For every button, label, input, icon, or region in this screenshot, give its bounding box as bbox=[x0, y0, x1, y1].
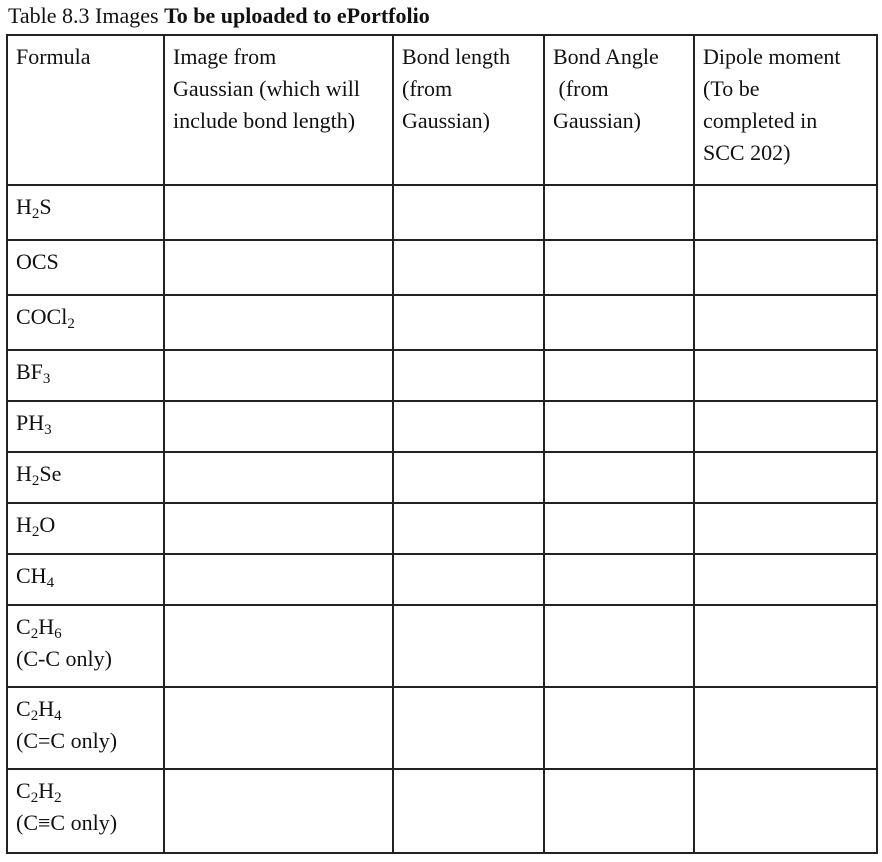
formula-text: (C-C only) bbox=[16, 646, 112, 671]
empty-cell-bond-length[interactable] bbox=[393, 350, 544, 401]
empty-cell-image-from-gaussian[interactable] bbox=[164, 769, 393, 853]
formula-line bbox=[16, 301, 155, 333]
table-row bbox=[7, 401, 877, 452]
formula-cell bbox=[7, 554, 164, 605]
header-line: Dipole moment bbox=[703, 44, 841, 69]
formula-subscript: 2 bbox=[30, 626, 39, 642]
formula-line bbox=[16, 807, 155, 839]
table-caption bbox=[8, 2, 430, 32]
empty-cell-bond-length[interactable] bbox=[393, 554, 544, 605]
formula-line bbox=[16, 725, 155, 757]
empty-cell-bond-length[interactable] bbox=[393, 185, 544, 240]
header-line: (from bbox=[402, 76, 453, 101]
caption-bold: To be uploaded to ePortfolio bbox=[164, 3, 430, 28]
empty-cell-bond-angle[interactable] bbox=[544, 554, 694, 605]
empty-cell-image-from-gaussian[interactable] bbox=[164, 401, 393, 452]
formula-line bbox=[16, 356, 155, 388]
formula-line bbox=[16, 407, 155, 439]
empty-cell-image-from-gaussian[interactable] bbox=[164, 452, 393, 503]
empty-cell-bond-length[interactable] bbox=[393, 452, 544, 503]
formula-subscript: 2 bbox=[31, 524, 40, 540]
empty-cell-bond-angle[interactable] bbox=[544, 687, 694, 769]
empty-cell-bond-angle[interactable] bbox=[544, 295, 694, 350]
empty-cell-dipole-moment[interactable] bbox=[694, 605, 877, 687]
table-row bbox=[7, 605, 877, 687]
header-line: Formula bbox=[16, 44, 91, 69]
empty-cell-bond-angle[interactable] bbox=[544, 350, 694, 401]
empty-cell-bond-length[interactable] bbox=[393, 401, 544, 452]
formula-subscript: 2 bbox=[54, 790, 62, 806]
formula-subscript: 2 bbox=[30, 708, 39, 724]
formula-cell bbox=[7, 452, 164, 503]
table-row bbox=[7, 350, 877, 401]
formula-text: H bbox=[38, 778, 55, 803]
formula-line bbox=[16, 560, 155, 592]
header-line: completed in bbox=[703, 108, 818, 133]
empty-cell-dipole-moment[interactable] bbox=[694, 554, 877, 605]
empty-cell-image-from-gaussian[interactable] bbox=[164, 605, 393, 687]
empty-cell-bond-length[interactable] bbox=[393, 503, 544, 554]
formula-line bbox=[16, 191, 155, 223]
formula-line bbox=[16, 509, 155, 541]
empty-cell-bond-length[interactable] bbox=[393, 769, 544, 853]
table-row bbox=[7, 240, 877, 295]
empty-cell-dipole-moment[interactable] bbox=[694, 452, 877, 503]
table-row bbox=[7, 295, 877, 350]
formula-line bbox=[16, 458, 155, 490]
empty-cell-bond-length[interactable] bbox=[393, 605, 544, 687]
formula-subscript: 2 bbox=[31, 473, 40, 489]
empty-cell-dipole-moment[interactable] bbox=[694, 503, 877, 554]
empty-cell-bond-angle[interactable] bbox=[544, 503, 694, 554]
empty-cell-image-from-gaussian[interactable] bbox=[164, 687, 393, 769]
formula-subscript: 2 bbox=[67, 316, 75, 332]
formula-line bbox=[16, 246, 155, 278]
formula-cell bbox=[7, 401, 164, 452]
header-line: SCC 202) bbox=[703, 140, 791, 165]
empty-cell-bond-angle[interactable] bbox=[544, 452, 694, 503]
formula-line bbox=[16, 693, 155, 725]
formula-cell bbox=[7, 350, 164, 401]
empty-cell-bond-angle[interactable] bbox=[544, 605, 694, 687]
formula-cell bbox=[7, 240, 164, 295]
header-line: (from bbox=[553, 76, 609, 101]
header-line: Gaussian (which will bbox=[173, 76, 360, 101]
formula-subscript: 4 bbox=[46, 575, 55, 591]
formula-line bbox=[16, 775, 155, 807]
formula-text: (C≡C only) bbox=[16, 810, 118, 835]
formula-text: H bbox=[16, 461, 32, 486]
formula-subscript: 3 bbox=[44, 422, 52, 438]
formula-text: BF bbox=[16, 359, 43, 384]
formula-text: OCS bbox=[16, 249, 59, 274]
empty-cell-bond-length[interactable] bbox=[393, 687, 544, 769]
empty-cell-image-from-gaussian[interactable] bbox=[164, 295, 393, 350]
formula-cell bbox=[7, 503, 164, 554]
formula-text: S bbox=[39, 194, 52, 219]
formula-subscript: 2 bbox=[30, 790, 39, 806]
header-line: include bond length) bbox=[173, 108, 356, 133]
formula-subscript: 2 bbox=[31, 206, 40, 222]
empty-cell-image-from-gaussian[interactable] bbox=[164, 503, 393, 554]
formula-cell bbox=[7, 295, 164, 350]
empty-cell-bond-angle[interactable] bbox=[544, 240, 694, 295]
formula-cell bbox=[7, 769, 164, 853]
formula-text: COCl bbox=[16, 304, 68, 329]
empty-cell-dipole-moment[interactable] bbox=[694, 769, 877, 853]
header-line: Bond Angle bbox=[553, 44, 659, 69]
empty-cell-bond-angle[interactable] bbox=[544, 769, 694, 853]
formula-text: H bbox=[38, 696, 55, 721]
empty-cell-dipole-moment[interactable] bbox=[694, 240, 877, 295]
formula-text: H bbox=[16, 194, 32, 219]
header-dipole-moment bbox=[694, 35, 877, 185]
formula-text: (C=C only) bbox=[16, 728, 118, 753]
formula-cell bbox=[7, 605, 164, 687]
header-bond-length bbox=[393, 35, 544, 185]
header-line: (To be bbox=[703, 76, 760, 101]
formula-text: H bbox=[16, 512, 32, 537]
table-row bbox=[7, 554, 877, 605]
caption-prefix: Table 8.3 Images bbox=[8, 3, 165, 28]
empty-cell-dipole-moment[interactable] bbox=[694, 185, 877, 240]
empty-cell-dipole-moment[interactable] bbox=[694, 350, 877, 401]
header-line: Image from bbox=[173, 44, 277, 69]
formula-subscript: 3 bbox=[42, 371, 51, 387]
header-bond-angle bbox=[544, 35, 694, 185]
formula-subscript: 6 bbox=[54, 626, 62, 642]
header-row bbox=[7, 35, 877, 185]
header-image-from-gaussian bbox=[164, 35, 393, 185]
formula-text: C bbox=[16, 778, 31, 803]
table-row bbox=[7, 687, 877, 769]
table-row bbox=[7, 769, 877, 853]
empty-cell-bond-length[interactable] bbox=[393, 240, 544, 295]
empty-cell-image-from-gaussian[interactable] bbox=[164, 554, 393, 605]
header-formula bbox=[7, 35, 164, 185]
empty-cell-bond-angle[interactable] bbox=[544, 401, 694, 452]
empty-cell-bond-angle[interactable] bbox=[544, 185, 694, 240]
empty-cell-dipole-moment[interactable] bbox=[694, 295, 877, 350]
empty-cell-dipole-moment[interactable] bbox=[694, 401, 877, 452]
header-line: Gaussian) bbox=[402, 108, 490, 133]
formula-text: PH bbox=[16, 410, 45, 435]
empty-cell-dipole-moment[interactable] bbox=[694, 687, 877, 769]
formula-cell bbox=[7, 185, 164, 240]
formula-text: C bbox=[16, 696, 31, 721]
formula-line bbox=[16, 611, 155, 643]
empty-cell-image-from-gaussian[interactable] bbox=[164, 350, 393, 401]
formula-text: H bbox=[38, 614, 55, 639]
formula-cell bbox=[7, 687, 164, 769]
formula-text: C bbox=[16, 614, 31, 639]
header-line: Gaussian) bbox=[553, 108, 641, 133]
empty-cell-image-from-gaussian[interactable] bbox=[164, 240, 393, 295]
formula-subscript: 4 bbox=[54, 708, 62, 724]
molecule-table bbox=[6, 34, 878, 854]
table-row bbox=[7, 503, 877, 554]
empty-cell-bond-length[interactable] bbox=[393, 295, 544, 350]
header-line: Bond length bbox=[402, 44, 511, 69]
formula-line bbox=[16, 643, 155, 675]
table-row bbox=[7, 185, 877, 240]
formula-text: CH bbox=[16, 563, 47, 588]
empty-cell-image-from-gaussian[interactable] bbox=[164, 185, 393, 240]
formula-text: O bbox=[39, 512, 56, 537]
formula-text: Se bbox=[39, 461, 62, 486]
table-row bbox=[7, 452, 877, 503]
